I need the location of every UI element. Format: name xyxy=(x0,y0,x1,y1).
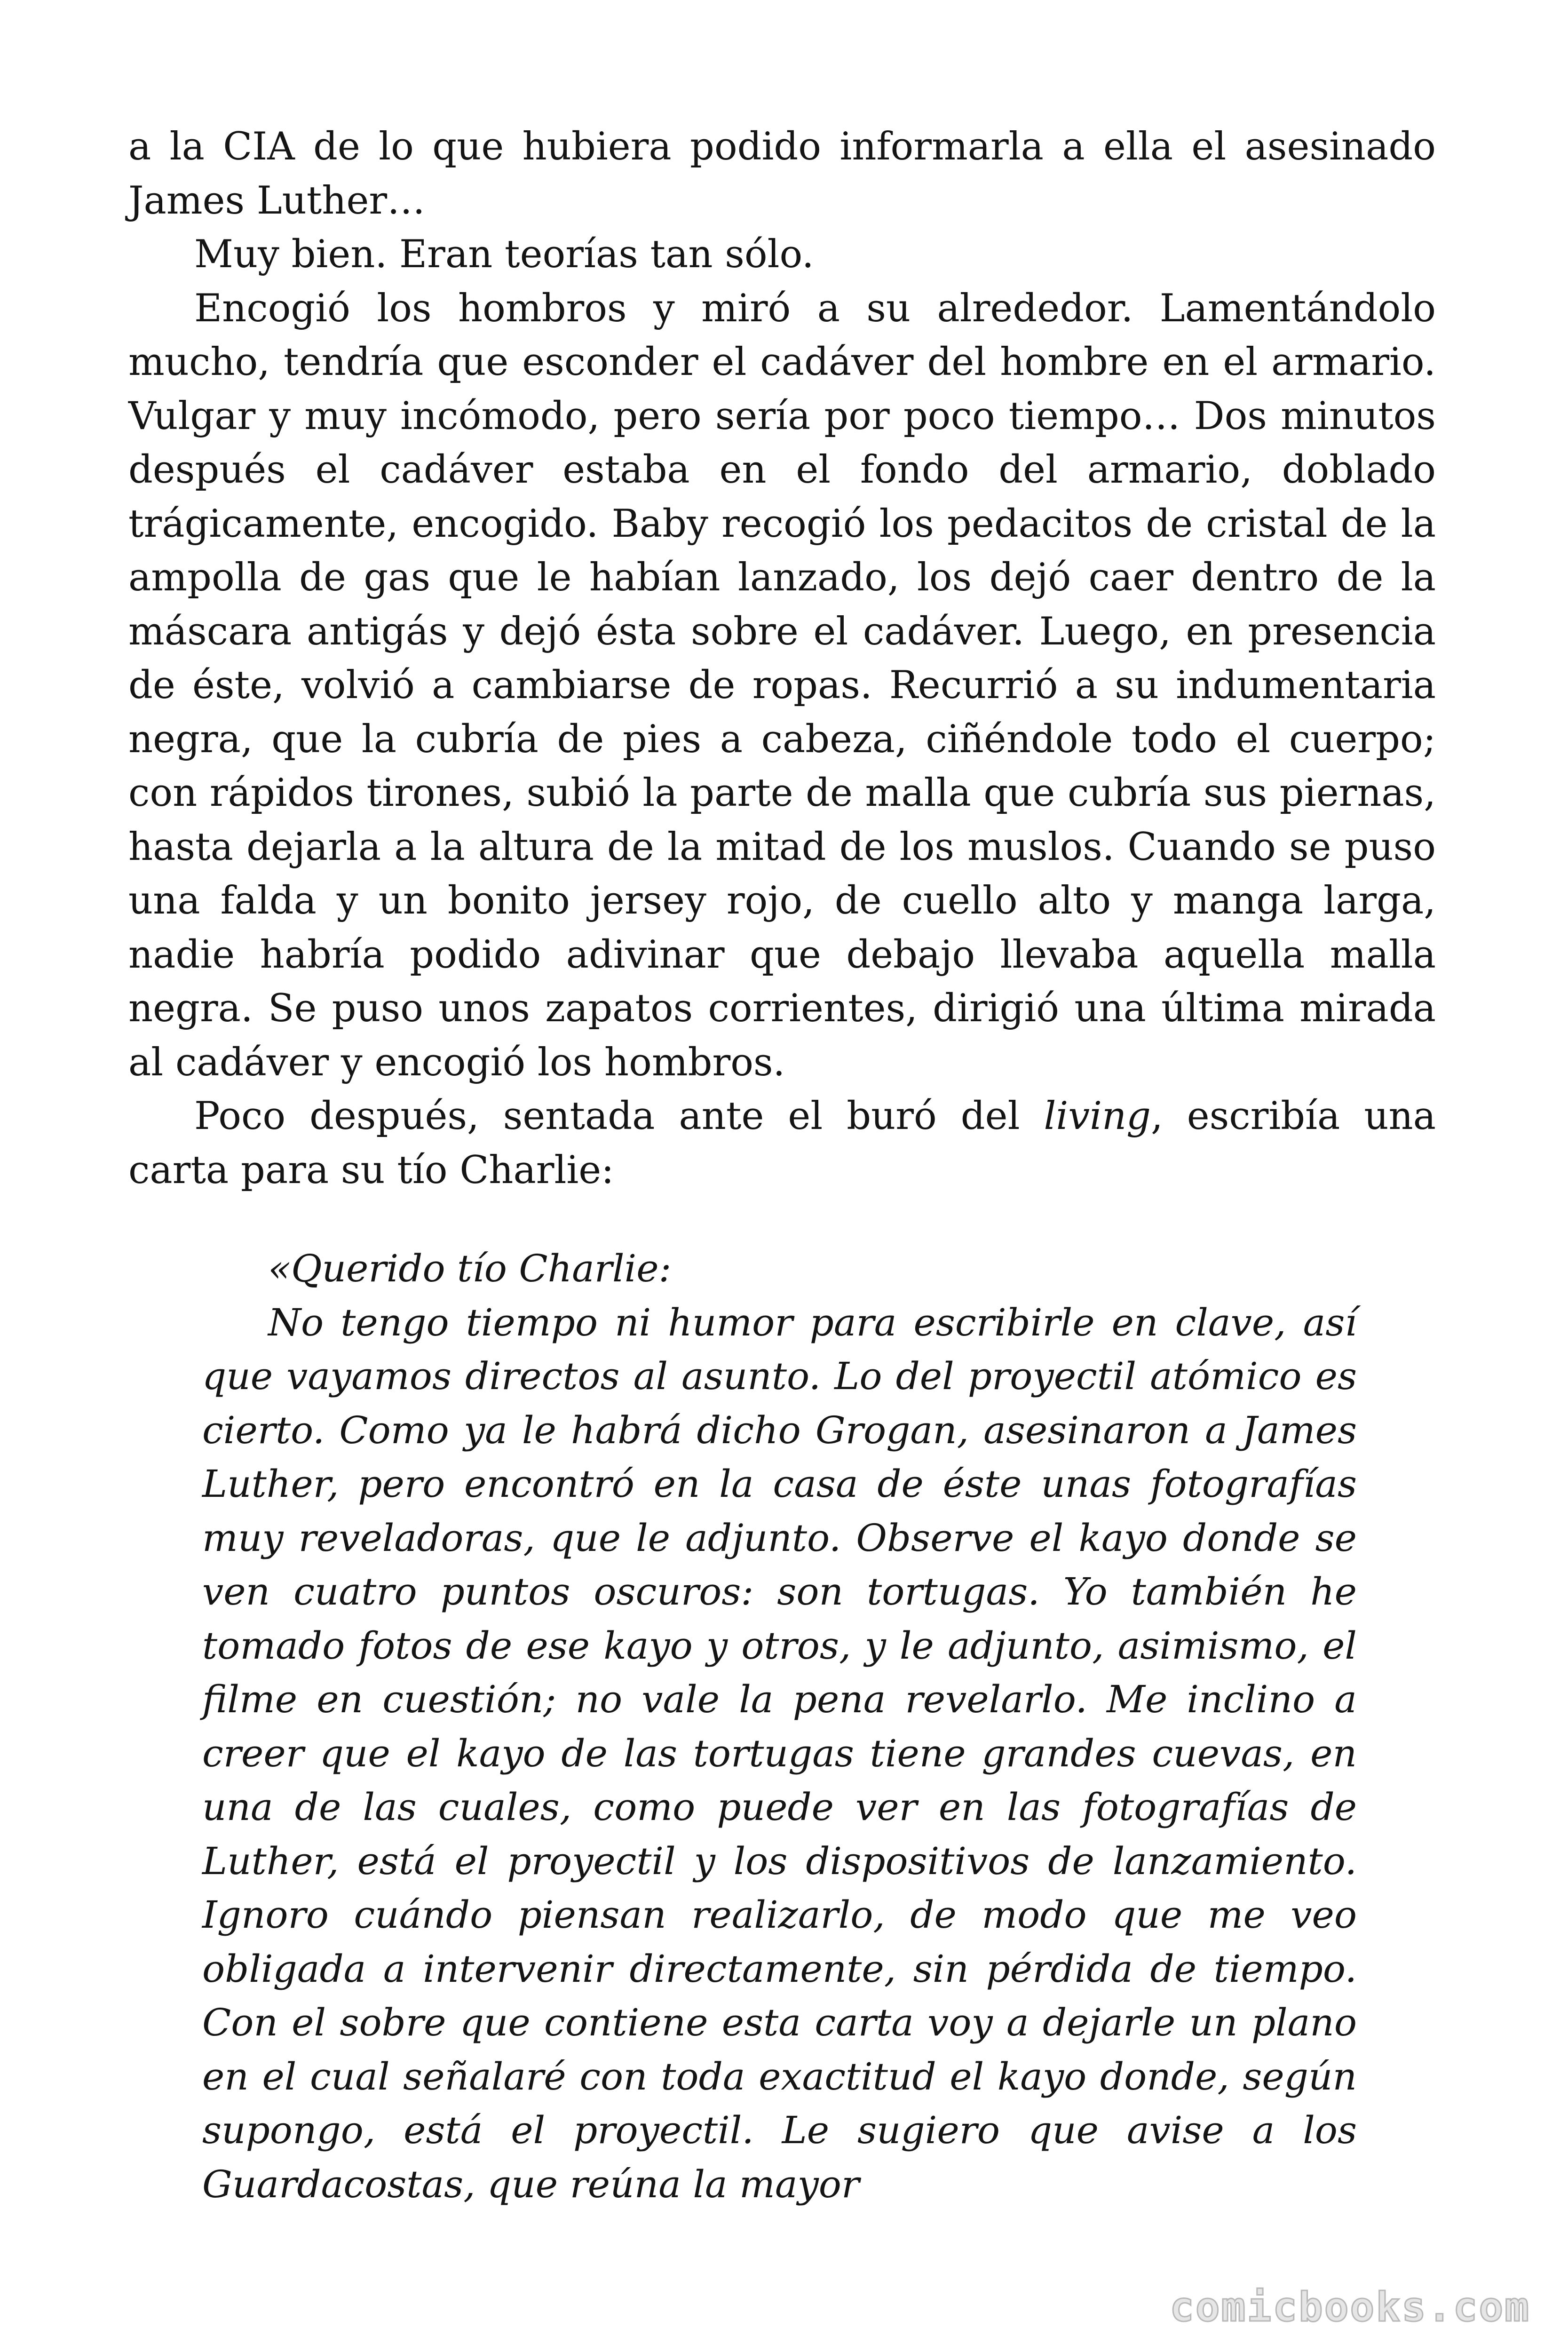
paragraph-cadaver: Encogió los hombros y miró a su alrededor. Lamentándolo mucho, tendría que esconder el cadáver del hombre en el armario. Vulgar y muy incómodo, pero sería por poco tiempo… Dos minutos después el cadáver estaba en el fondo del armario, doblado trágicamente, encogido. Baby recogió los pedacitos de cristal de la ampolla de gas que le habían lanzado, los dejó caer dentro de la máscara antigás y dejó ésta sobre el cadáver. Luego, en presencia de éste, volvió a cambiarse de ropas. Recurrió a su indumentaria negra, que la cubría de pies a cabeza, ciñéndole todo el cuerpo; con rápidos tirones, subió la parte de malla que cubría sus piernas, hasta dejarla a la altura de la mitad de los muslos. Cuando se puso una falda y un bonito jersey rojo, de cuello alto y manga larga, nadie habría podido adivinar que debajo llevaba aquella malla negra. Se puso unos zapatos corrientes, dirigió una última mirada al cadáver y encogió los hombros. xyxy=(128,286,1436,1085)
letter-block xyxy=(202,1242,1357,2211)
italic-word-living: living xyxy=(1044,1094,1151,1138)
narrative-text xyxy=(128,120,1436,1197)
paragraph-continuation: a la CIA de lo que hubiera podido informarla a ella el asesinado James Luther… xyxy=(128,125,1436,223)
paragraph-carta-intro-end: , escribía una carta para su tío Charlie: xyxy=(128,1094,1436,1192)
letter-salutation: «Querido tío Charlie: xyxy=(268,1247,672,1290)
paragraph-teorias: Muy bien. Eran teorías tan sólo. xyxy=(194,232,814,277)
paragraph-carta-intro xyxy=(128,1089,1436,1197)
letter-body: No tengo tiempo ni humor para escribirle en clave, así que vayamos directos al asunto. Lo del proyectil atómico es cierto. Como ya le habrá dicho Grogan, asesinaron a James Luther, pero encontró en la casa de éste unas fotografías muy reveladoras, que le adjunto. Observe el kayo donde se ven cuatro puntos oscuros: son tortugas. Yo también he tomado fotos de ese kayo y otros, y le adjunto, asimismo, el filme en cuestión; no vale la pena revelarlo. Me inclino a creer que el kayo de las tortugas tiene grandes cuevas, en una de las cuales, como puede ver en las fotografías de Luther, está el proyectil y los dispositivos de lanzamiento. Ignoro cuándo piensan realizarlo, de modo que me veo obligada a intervenir directamente, sin pérdida de tiempo. Con el sobre que contiene esta carta voy a dejarle un plano en el cual señalaré con toda exactitud el kayo donde, según supongo, está el proyectil. Le sugiero que avise a los Guardacostas, que reúna la mayor xyxy=(202,1300,1357,2206)
paragraph-carta-intro-start: Poco después, sentada ante el buró del xyxy=(194,1094,1044,1138)
site-watermark: comicbooks.com xyxy=(1170,2284,1530,2331)
